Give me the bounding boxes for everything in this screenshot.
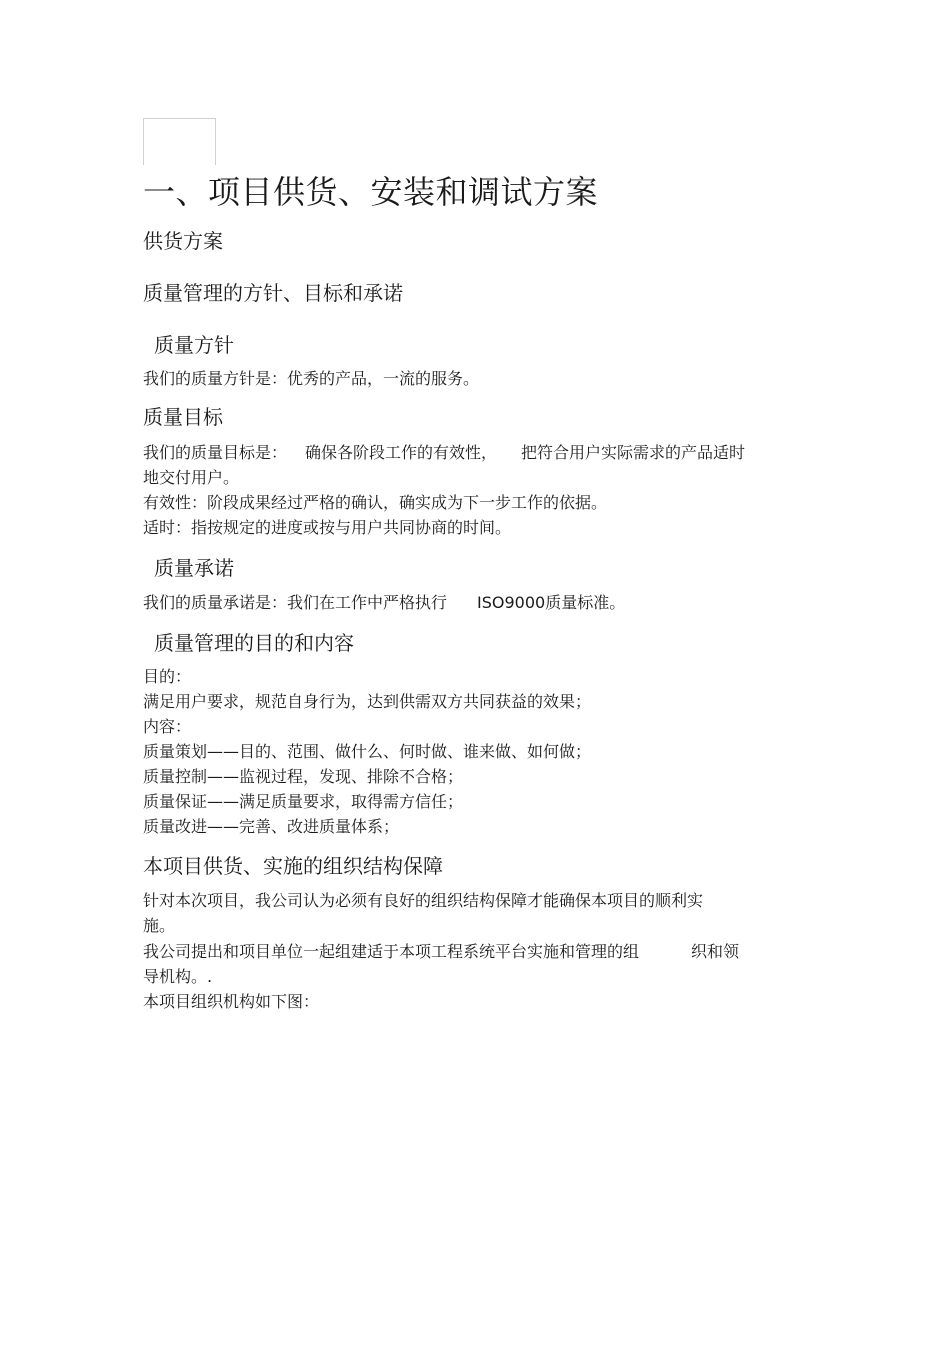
quality-goal-line-4: 适时：指按规定的进度或按与用户共同协商的时间。 [143, 518, 512, 537]
heading-quality-goal: 质量目标 [143, 405, 223, 429]
purpose-line-4: 质量策划——目的、范围、做什么、何时做、谁来做、如何做； [143, 742, 592, 761]
quality-commitment-text [143, 593, 625, 612]
quality-commitment-text-a: 我们的质量承诺是：我们在工作中严格执行 [143, 593, 448, 612]
quality-policy-text: 我们的质量方针是：优秀的产品，一流的服务。 [143, 369, 480, 388]
org-line-4: 导机构。. [143, 967, 213, 986]
org-line-3b: 织和领 [691, 942, 740, 961]
heading-quality-management: 质量管理的方针、目标和承诺 [143, 281, 403, 305]
org-line-5: 本项目组织机构如下图： [143, 992, 320, 1011]
purpose-line-2: 满足用户要求，规范自身行为，达到供需双方共同获益的效果； [143, 692, 592, 711]
purpose-line-5: 质量控制——监视过程，发现、排除不合格； [143, 767, 464, 786]
org-line-3 [143, 942, 739, 961]
purpose-line-6: 质量保证——满足质量要求，取得需方信任； [143, 792, 464, 811]
quality-goal-line-1c: 把符合用户实际需求的产品适时 [521, 443, 746, 462]
quality-commitment-text-b: ISO9000质量标准。 [477, 593, 626, 612]
heading-quality-policy: 质量方针 [154, 333, 234, 357]
quality-goal-line-3: 有效性：阶段成果经过严格的确认，确实成为下一步工作的依据。 [143, 493, 608, 512]
heading-supply-plan: 供货方案 [143, 229, 223, 253]
purpose-line-7: 质量改进——完善、改进质量体系； [143, 817, 400, 836]
heading-quality-purpose: 质量管理的目的和内容 [154, 631, 354, 655]
heading-org-structure: 本项目供货、实施的组织结构保障 [143, 854, 443, 878]
quality-goal-line-1a: 我们的质量目标是： [143, 443, 288, 462]
purpose-line-1: 目的： [143, 667, 192, 686]
quality-goal-line-1 [143, 443, 745, 462]
org-line-2: 施。 [143, 916, 176, 935]
header-corner-box [143, 118, 216, 165]
quality-goal-line-1b: 确保各阶段工作的有效性， [305, 443, 498, 462]
document-title: 一、项目供货、安装和调试方案 [143, 173, 599, 211]
org-line-3a: 我公司提出和项目单位一起组建适于本项工程系统平台实施和管理的组 [143, 942, 640, 961]
quality-goal-line-2: 地交付用户。 [143, 468, 240, 487]
purpose-line-3: 内容： [143, 717, 192, 736]
org-line-1: 针对本次项目，我公司认为必须有良好的组织结构保障才能确保本项目的顺利实 [143, 891, 704, 910]
heading-quality-commitment: 质量承诺 [154, 556, 234, 580]
